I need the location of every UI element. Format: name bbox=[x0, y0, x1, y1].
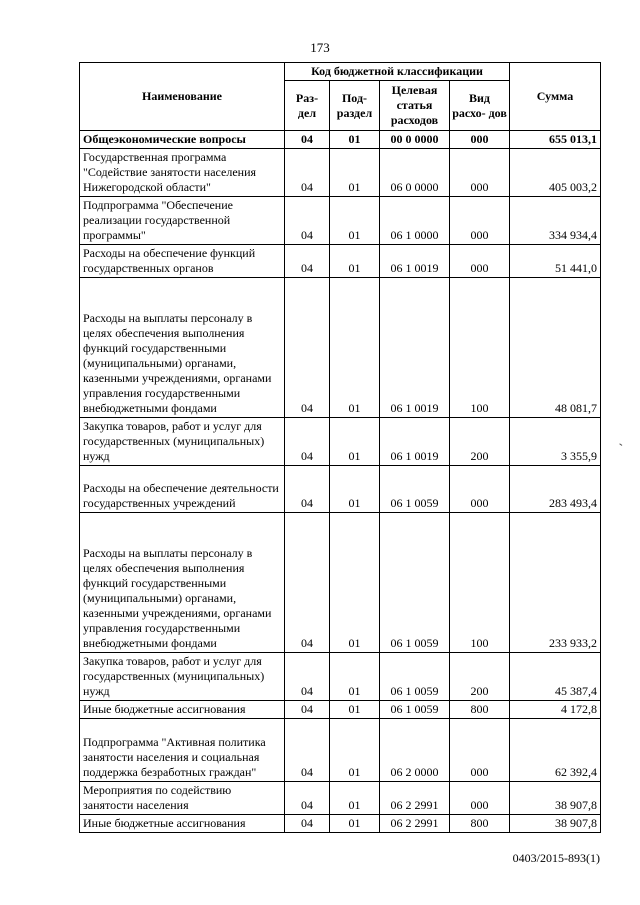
row-name: Иные бюджетные ассигнования bbox=[80, 815, 285, 833]
row-kind: 000 bbox=[450, 782, 510, 815]
header-sum: Сумма bbox=[510, 63, 601, 131]
table-row bbox=[80, 418, 601, 466]
row-section: 04 bbox=[285, 815, 330, 833]
table-row bbox=[80, 278, 601, 418]
header-section: Раз- дел bbox=[285, 81, 330, 131]
row-section: 04 bbox=[285, 782, 330, 815]
row-sum: 3 355,9 bbox=[510, 418, 601, 466]
row-target: 06 1 0059 bbox=[380, 701, 450, 719]
row-target: 06 1 0059 bbox=[380, 466, 450, 513]
table-row bbox=[80, 815, 601, 833]
row-sum: 405 003,2 bbox=[510, 149, 601, 197]
row-sum: 38 907,8 bbox=[510, 815, 601, 833]
row-section: 04 bbox=[285, 149, 330, 197]
row-sum: 62 392,4 bbox=[510, 719, 601, 782]
scan-mark bbox=[619, 443, 623, 446]
row-kind: 200 bbox=[450, 418, 510, 466]
row-subsection: 01 bbox=[330, 782, 380, 815]
table-row bbox=[80, 513, 601, 653]
row-name: Расходы на выплаты персоналу в целях обеспечения выполнения функций государственными (муниципальными) органами, казенными учреждениями, органами управления государственными внебюджетными фондами bbox=[80, 513, 285, 653]
row-sum: 655 013,1 bbox=[510, 131, 601, 149]
row-target: 00 0 0000 bbox=[380, 131, 450, 149]
table-row bbox=[80, 653, 601, 701]
row-section: 04 bbox=[285, 131, 330, 149]
table-row bbox=[80, 197, 601, 245]
header-subsection: Под- раздел bbox=[330, 81, 380, 131]
row-target: 06 1 0000 bbox=[380, 197, 450, 245]
row-sum: 45 387,4 bbox=[510, 653, 601, 701]
row-subsection: 01 bbox=[330, 466, 380, 513]
table-row bbox=[80, 719, 601, 782]
row-name: Расходы на выплаты персоналу в целях обеспечения выполнения функций государственными (муниципальными) органами, казенными учреждениями, органами управления государственными внебюджетными фондами bbox=[80, 278, 285, 418]
row-section: 04 bbox=[285, 466, 330, 513]
row-kind: 000 bbox=[450, 466, 510, 513]
table-row bbox=[80, 466, 601, 513]
row-subsection: 01 bbox=[330, 653, 380, 701]
row-name: Государственная программа "Содействие занятости населения Нижегородской области" bbox=[80, 149, 285, 197]
row-name: Закупка товаров, работ и услуг для государственных (муниципальных) нужд bbox=[80, 653, 285, 701]
row-subsection: 01 bbox=[330, 418, 380, 466]
table-row bbox=[80, 701, 601, 719]
document-code: 0403/2015-893(1) bbox=[512, 851, 600, 865]
row-section: 04 bbox=[285, 653, 330, 701]
row-kind: 000 bbox=[450, 149, 510, 197]
header-target: Целевая статья расходов bbox=[380, 81, 450, 131]
header-classification-group: Код бюджетной классификации bbox=[285, 63, 510, 81]
table-row bbox=[80, 149, 601, 197]
row-kind: 000 bbox=[450, 131, 510, 149]
row-subsection: 01 bbox=[330, 197, 380, 245]
row-name: Мероприятия по содействию занятости населения bbox=[80, 782, 285, 815]
budget-table bbox=[79, 62, 601, 833]
row-subsection: 01 bbox=[330, 701, 380, 719]
row-section: 04 bbox=[285, 278, 330, 418]
page-number: 173 bbox=[310, 40, 330, 55]
row-name: Закупка товаров, работ и услуг для государственных (муниципальных) нужд bbox=[80, 418, 285, 466]
row-sum: 48 081,7 bbox=[510, 278, 601, 418]
row-subsection: 01 bbox=[330, 719, 380, 782]
header-kind: Вид расхо- дов bbox=[450, 81, 510, 131]
row-kind: 100 bbox=[450, 513, 510, 653]
table-row bbox=[80, 245, 601, 278]
row-target: 06 1 0019 bbox=[380, 245, 450, 278]
row-target: 06 1 0059 bbox=[380, 513, 450, 653]
row-sum: 4 172,8 bbox=[510, 701, 601, 719]
row-target: 06 1 0059 bbox=[380, 653, 450, 701]
row-sum: 233 933,2 bbox=[510, 513, 601, 653]
row-name: Общеэкономические вопросы bbox=[80, 131, 285, 149]
row-subsection: 01 bbox=[330, 149, 380, 197]
row-section: 04 bbox=[285, 719, 330, 782]
header-name: Наименование bbox=[80, 63, 285, 131]
row-name: Подпрограмма "Обеспечение реализации государственной программы" bbox=[80, 197, 285, 245]
row-target: 06 2 2991 bbox=[380, 782, 450, 815]
row-name: Подпрограмма "Активная политика занятости населения и социальная поддержка безработных граждан" bbox=[80, 719, 285, 782]
row-kind: 000 bbox=[450, 197, 510, 245]
row-section: 04 bbox=[285, 245, 330, 278]
row-sum: 51 441,0 bbox=[510, 245, 601, 278]
row-target: 06 2 2991 bbox=[380, 815, 450, 833]
row-subsection: 01 bbox=[330, 278, 380, 418]
row-target: 06 1 0019 bbox=[380, 278, 450, 418]
row-section: 04 bbox=[285, 418, 330, 466]
row-kind: 000 bbox=[450, 719, 510, 782]
row-target: 06 2 0000 bbox=[380, 719, 450, 782]
row-target: 06 1 0019 bbox=[380, 418, 450, 466]
row-name: Иные бюджетные ассигнования bbox=[80, 701, 285, 719]
row-section: 04 bbox=[285, 513, 330, 653]
row-kind: 100 bbox=[450, 278, 510, 418]
row-kind: 200 bbox=[450, 653, 510, 701]
row-name: Расходы на обеспечение деятельности государственных учреждений bbox=[80, 466, 285, 513]
row-subsection: 01 bbox=[330, 815, 380, 833]
row-section: 04 bbox=[285, 701, 330, 719]
row-sum: 283 493,4 bbox=[510, 466, 601, 513]
row-subsection: 01 bbox=[330, 245, 380, 278]
row-section: 04 bbox=[285, 197, 330, 245]
row-kind: 000 bbox=[450, 245, 510, 278]
table-row bbox=[80, 782, 601, 815]
row-target: 06 0 0000 bbox=[380, 149, 450, 197]
row-subsection: 01 bbox=[330, 513, 380, 653]
row-name: Расходы на обеспечение функций государственных органов bbox=[80, 245, 285, 278]
row-sum: 334 934,4 bbox=[510, 197, 601, 245]
table-row bbox=[80, 131, 601, 149]
row-kind: 800 bbox=[450, 701, 510, 719]
row-subsection: 01 bbox=[330, 131, 380, 149]
row-kind: 800 bbox=[450, 815, 510, 833]
row-sum: 38 907,8 bbox=[510, 782, 601, 815]
